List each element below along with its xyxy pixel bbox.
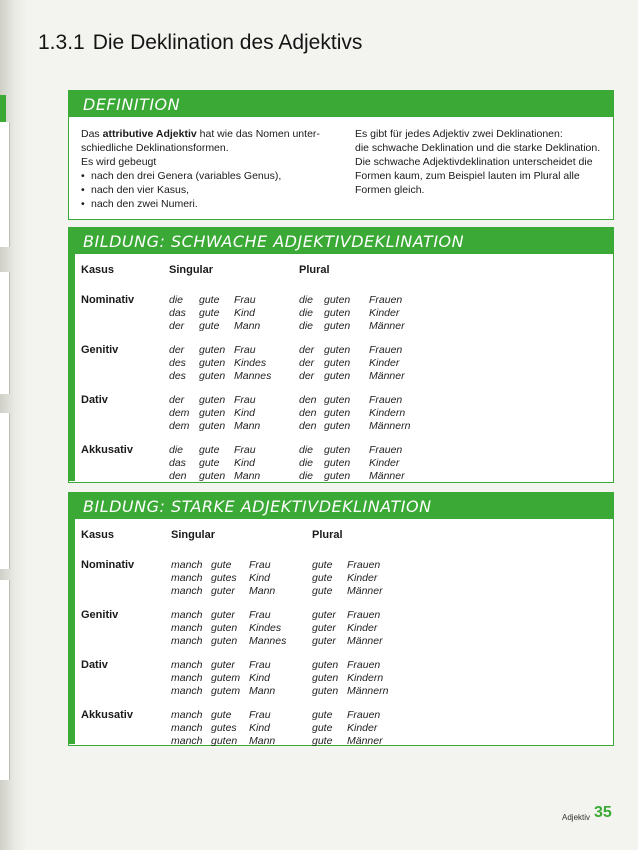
singular-form-cell: die — [169, 444, 184, 456]
singular-form-cell: Frau — [249, 609, 271, 621]
singular-form-cell: manch — [171, 609, 203, 621]
singular-form-cell: guten — [199, 420, 226, 432]
singular-form-cell: guten — [199, 357, 226, 369]
singular-form-cell: des — [169, 370, 186, 382]
kasus-label: Genitiv — [81, 609, 119, 621]
plural-form-cell: guter — [312, 609, 336, 621]
plural-form-cell: der — [299, 370, 315, 382]
singular-form-cell: das — [169, 307, 186, 319]
kasus-label: Nominativ — [81, 559, 135, 571]
singular-form-cell: guten — [211, 735, 238, 747]
plural-form-cell: guten — [324, 370, 351, 382]
singular-form-cell: guten — [199, 394, 226, 406]
bullet-item: • nach den drei Genera (variables Genus), — [81, 169, 336, 183]
plural-form-cell: Männer — [347, 735, 383, 747]
singular-form-cell: guten — [199, 370, 226, 382]
weak-declension-heading: BILDUNG: SCHWACHE ADJEKTIVDEKLINATION — [83, 232, 465, 251]
singular-form-cell: gute — [211, 709, 232, 721]
singular-form-cell: manch — [171, 585, 203, 597]
intro-pre: Das — [81, 128, 100, 140]
plural-form-cell: der — [299, 357, 315, 369]
plural-form-cell: Kinder — [347, 722, 378, 734]
singular-form-cell: Frau — [234, 294, 256, 306]
singular-form-cell: Mannes — [249, 635, 287, 647]
definition-line: Die schwache Adjektivdeklination unterscheidet die — [355, 156, 593, 168]
weak-declension-table — [69, 254, 613, 481]
singular-form-cell: guten — [211, 622, 238, 634]
singular-form-cell: gute — [199, 307, 220, 319]
col-head-plural: Plural — [312, 529, 343, 541]
singular-form-cell: der — [169, 320, 185, 332]
plural-form-cell: guter — [312, 635, 336, 647]
singular-form-cell: Frau — [234, 394, 256, 406]
singular-form-cell: gute — [199, 320, 220, 332]
singular-form-cell: gute — [199, 444, 220, 456]
plural-form-cell: die — [299, 320, 314, 332]
singular-form-cell: manch — [171, 709, 203, 721]
weak-declension-box — [68, 227, 614, 483]
section-title-text: Die Deklination des Adjektivs — [92, 31, 363, 54]
kasus-label: Dativ — [81, 659, 108, 671]
plural-form-cell: den — [299, 420, 317, 432]
plural-form-cell: Frauen — [347, 559, 381, 571]
singular-form-cell: gutem — [211, 685, 241, 697]
plural-form-cell: die — [299, 294, 314, 306]
page-number: 35 — [594, 804, 612, 821]
definition-line: Es gibt für jedes Adjektiv zwei Deklinationen: — [355, 128, 563, 140]
plural-form-cell: die — [299, 457, 314, 469]
plural-form-cell: gute — [312, 709, 333, 721]
plural-form-cell: guten — [324, 320, 351, 332]
singular-form-cell: Kind — [234, 307, 256, 319]
definition-bullets — [81, 169, 336, 211]
col-head-kasus: Kasus — [81, 529, 115, 541]
bullet-item: • nach den zwei Numeri. — [81, 197, 336, 211]
singular-form-cell: Frau — [234, 344, 256, 356]
definition-line: Formen gleich. — [355, 184, 425, 196]
plural-form-cell: Männer — [369, 370, 405, 382]
definition-line: Es wird gebeugt — [81, 156, 157, 168]
plural-form-cell: gute — [312, 559, 333, 571]
plural-form-cell: den — [299, 394, 317, 406]
section-number: 1.3.1 — [38, 31, 85, 54]
singular-form-cell: gute — [199, 457, 220, 469]
col-head-plural: Plural — [299, 264, 330, 276]
definition-header — [69, 91, 613, 117]
singular-form-cell: Mann — [234, 420, 261, 432]
col-head-singular: Singular — [169, 264, 214, 276]
singular-form-cell: Mann — [249, 735, 276, 747]
box-stripe — [69, 254, 75, 481]
singular-form-cell: guten — [199, 470, 226, 482]
definition-line: Formen kaum, zum Beispiel lauten im Plural alle — [355, 170, 580, 182]
plural-form-cell: Männer — [347, 585, 383, 597]
plural-form-cell: guten — [312, 672, 339, 684]
singular-form-cell: Kindes — [234, 357, 267, 369]
plural-form-cell: guten — [312, 659, 339, 671]
singular-form-cell: Kind — [249, 722, 271, 734]
plural-form-cell: Kindern — [369, 407, 406, 419]
plural-form-cell: gute — [312, 572, 333, 584]
singular-form-cell: manch — [171, 735, 203, 747]
kasus-label: Dativ — [81, 394, 108, 406]
singular-form-cell: Mann — [234, 320, 261, 332]
kasus-label: Genitiv — [81, 344, 119, 356]
plural-form-cell: guten — [324, 294, 351, 306]
col-head-kasus: Kasus — [81, 264, 115, 276]
section-title — [38, 31, 362, 55]
gutter-tab — [0, 413, 10, 569]
singular-form-cell: das — [169, 457, 186, 469]
gutter-tab — [0, 580, 10, 780]
definition-heading: DEFINITION — [83, 95, 181, 114]
intro-bold-term: attributive Adjektiv — [102, 128, 197, 140]
plural-form-cell: guten — [324, 344, 351, 356]
singular-form-cell: manch — [171, 635, 203, 647]
plural-form-cell: gute — [312, 735, 333, 747]
plural-form-cell: Frauen — [369, 394, 403, 406]
plural-form-cell: Kinder — [369, 307, 400, 319]
intro-post: hat wie das Nomen unter- — [199, 128, 320, 140]
singular-form-cell: gutes — [211, 722, 237, 734]
singular-form-cell: Mann — [249, 685, 276, 697]
singular-form-cell: dem — [169, 420, 190, 432]
kasus-label: Nominativ — [81, 294, 135, 306]
singular-form-cell: Kind — [234, 407, 256, 419]
definition-intro — [81, 127, 336, 141]
singular-form-cell: der — [169, 344, 185, 356]
plural-form-cell: den — [299, 407, 317, 419]
col-head-singular: Singular — [171, 529, 216, 541]
plural-form-cell: Frauen — [369, 294, 403, 306]
plural-form-cell: Frauen — [369, 444, 403, 456]
plural-form-cell: Männer — [347, 635, 383, 647]
definition-line: die schwache Deklination und die starke Deklination. — [355, 142, 601, 154]
singular-form-cell: manch — [171, 672, 203, 684]
singular-form-cell: Frau — [249, 709, 271, 721]
singular-form-cell: Kind — [249, 572, 271, 584]
plural-form-cell: die — [299, 470, 314, 482]
kasus-label: Akkusativ — [81, 444, 133, 456]
plural-form-cell: Frauen — [347, 709, 381, 721]
singular-form-cell: Kind — [249, 672, 271, 684]
plural-form-cell: guten — [312, 685, 339, 697]
gutter-tab — [0, 122, 10, 247]
singular-form-cell: gutem — [211, 672, 241, 684]
singular-form-cell: Frau — [234, 444, 256, 456]
plural-form-cell: gute — [312, 722, 333, 734]
plural-form-cell: Kinder — [369, 457, 400, 469]
plural-form-cell: guter — [312, 622, 336, 634]
definition-left-column — [81, 127, 336, 211]
singular-form-cell: manch — [171, 622, 203, 634]
weak-declension-header — [69, 228, 613, 254]
strong-declension-box — [68, 492, 614, 746]
plural-form-cell: guten — [324, 420, 351, 432]
plural-form-cell: Kindern — [347, 672, 384, 684]
plural-form-cell: Frauen — [369, 344, 403, 356]
singular-form-cell: manch — [171, 685, 203, 697]
plural-form-cell: guten — [324, 407, 351, 419]
plural-form-cell: gute — [312, 585, 333, 597]
singular-form-cell: gute — [211, 559, 232, 571]
definition-right-column — [355, 127, 605, 197]
singular-form-cell: guten — [199, 407, 226, 419]
footer-chapter: Adjektiv — [562, 813, 591, 822]
plural-form-cell: guten — [324, 457, 351, 469]
kasus-label: Akkusativ — [81, 709, 133, 721]
definition-line: schiedliche Deklinationsformen. — [81, 142, 229, 154]
singular-form-cell: den — [169, 470, 187, 482]
plural-form-cell: Männer — [369, 470, 405, 482]
singular-form-cell: gutes — [211, 572, 237, 584]
singular-form-cell: Mannes — [234, 370, 272, 382]
plural-form-cell: Männer — [369, 320, 405, 332]
plural-form-cell: Männern — [347, 685, 389, 697]
singular-form-cell: manch — [171, 659, 203, 671]
bullet-item: • nach den vier Kasus, — [81, 183, 336, 197]
singular-form-cell: Frau — [249, 559, 271, 571]
plural-form-cell: Männern — [369, 420, 411, 432]
strong-declension-table — [69, 519, 613, 747]
singular-form-cell: der — [169, 394, 185, 406]
plural-form-cell: guten — [324, 307, 351, 319]
plural-form-cell: Kinder — [347, 572, 378, 584]
definition-box — [68, 90, 614, 220]
singular-form-cell: manch — [171, 722, 203, 734]
plural-form-cell: Frauen — [347, 609, 381, 621]
gutter-tab — [0, 272, 10, 394]
plural-form-cell: Kinder — [347, 622, 378, 634]
plural-form-cell: guten — [324, 470, 351, 482]
singular-form-cell: guter — [211, 659, 235, 671]
box-stripe — [69, 519, 75, 744]
singular-form-cell: Mann — [234, 470, 261, 482]
singular-form-cell: die — [169, 294, 184, 306]
plural-form-cell: guten — [324, 357, 351, 369]
singular-form-cell: des — [169, 357, 186, 369]
singular-form-cell: Mann — [249, 585, 276, 597]
singular-form-cell: Frau — [249, 659, 271, 671]
singular-form-cell: Kindes — [249, 622, 282, 634]
plural-form-cell: die — [299, 444, 314, 456]
singular-form-cell: guter — [211, 585, 235, 597]
plural-form-cell: Kinder — [369, 357, 400, 369]
plural-form-cell: Frauen — [347, 659, 381, 671]
singular-form-cell: guten — [199, 344, 226, 356]
singular-form-cell: gute — [199, 294, 220, 306]
singular-form-cell: dem — [169, 407, 190, 419]
strong-declension-header — [69, 493, 613, 519]
plural-form-cell: der — [299, 344, 315, 356]
singular-form-cell: manch — [171, 572, 203, 584]
plural-form-cell: guten — [324, 394, 351, 406]
strong-declension-heading: BILDUNG: STARKE ADJEKTIVDEKLINATION — [83, 497, 432, 516]
singular-form-cell: manch — [171, 559, 203, 571]
plural-form-cell: die — [299, 307, 314, 319]
page-gutter — [0, 0, 28, 850]
plural-form-cell: guten — [324, 444, 351, 456]
singular-form-cell: guten — [211, 635, 238, 647]
singular-form-cell: Kind — [234, 457, 256, 469]
singular-form-cell: guter — [211, 609, 235, 621]
